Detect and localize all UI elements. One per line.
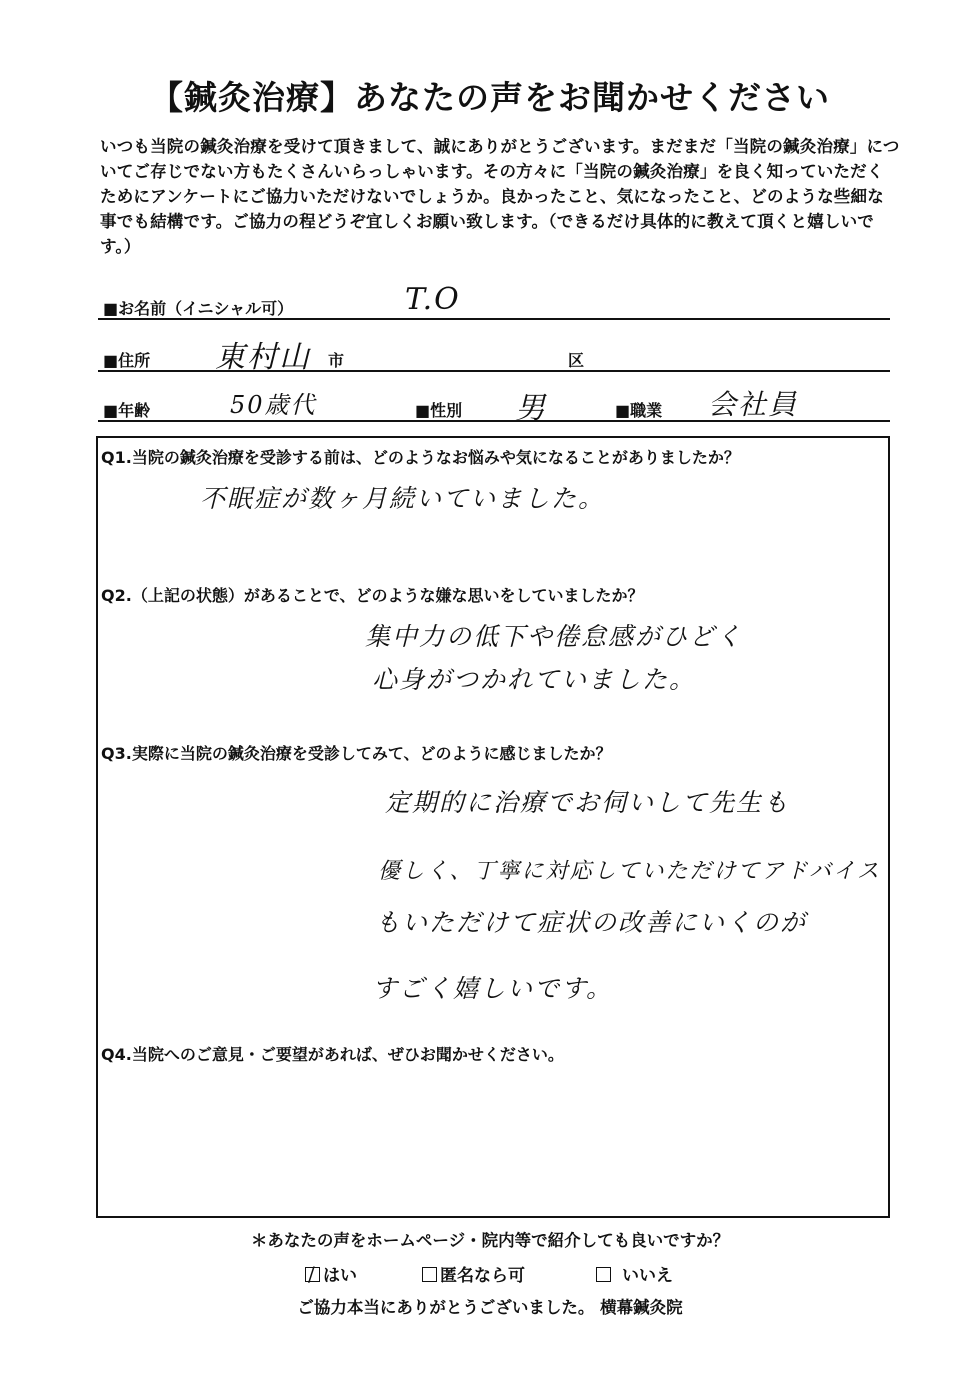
consent-option-no-label: いいえ	[622, 1266, 673, 1286]
answer-3-line-2[interactable]: 優しく、丁寧に対応していただけてアドバイス	[378, 859, 881, 884]
consent-option-yes-label: はい	[323, 1266, 357, 1286]
answer-2-line-2[interactable]: 心身がつかれていました。	[372, 665, 697, 694]
consent-option-anonymous[interactable]	[422, 1261, 525, 1286]
answer-3-line-4[interactable]: すごく嬉しいです。	[372, 974, 614, 1003]
checkbox-icon[interactable]	[596, 1267, 611, 1282]
age-row-underline	[98, 420, 890, 422]
question-2: Q2.（上記の状態）があることで、どのような嫌な思いをしていましたか？	[101, 586, 644, 605]
job-label: ■職業	[615, 401, 663, 420]
address-underline	[98, 370, 890, 372]
intro-text: いつも当院の鍼灸治療を受けて頂きまして、誠にありがとうございます。まだまだ「当院の鍼灸治療」についてご存じでない方もたくさんいらっしゃいます。その方々に「当院の鍼灸治療」を良く知っていただくためにアンケートにご協力いただけないでしょうか。良かったこと、気になったこと、どのような些細な事でも結構です。ご協力の程どうぞ宜しくお願い致します。（できるだけ具体的に教えて頂くと嬉しいです。）	[100, 137, 900, 256]
job-value[interactable]: 会社員	[708, 388, 799, 421]
gender-value[interactable]: 男	[515, 391, 547, 426]
age-value[interactable]: 50歳代	[230, 391, 317, 419]
address-label: ■住所	[103, 351, 151, 370]
answer-3-line-1[interactable]: 定期的に治療でお伺いして先生も	[385, 788, 791, 817]
age-label: ■年齢	[103, 401, 151, 420]
question-3: Q3.実際に当院の鍼灸治療を受診してみて、どのように感じましたか？	[101, 744, 612, 763]
consent-option-no[interactable]	[596, 1261, 673, 1286]
name-underline	[98, 318, 890, 320]
city-label: 市	[328, 351, 345, 370]
consent-question: ＊あなたの声をホームページ・院内等で紹介しても良いですか？	[250, 1231, 730, 1250]
checkbox-icon[interactable]	[422, 1267, 437, 1282]
ward-label: 区	[568, 351, 585, 370]
answer-1-line-1[interactable]: 不眠症が数ヶ月続いていました。	[200, 484, 606, 513]
name-label: ■お名前（イニシャル可）	[103, 299, 294, 318]
questionnaire-box	[96, 436, 890, 1218]
question-4: Q4.当院へのご意見・ご要望があれば、ぜひお聞かせください。	[101, 1045, 564, 1064]
consent-option-yes[interactable]	[305, 1261, 357, 1286]
gender-label: ■性別	[415, 401, 463, 420]
question-1: Q1.当院の鍼灸治療を受診する前は、どのようなお悩みや気になることがありましたか？	[101, 448, 740, 467]
consent-option-anonymous-label: 匿名なら可	[440, 1266, 525, 1286]
address-value[interactable]: 東村山	[215, 340, 311, 375]
answer-2-line-1[interactable]: 集中力の低下や倦怠感がひどく	[365, 622, 744, 651]
name-value[interactable]: T.O	[405, 282, 461, 317]
thanks-footer: ご協力本当にありがとうございました。 横幕鍼灸院	[297, 1298, 683, 1317]
checkbox-checked-icon[interactable]: /	[305, 1267, 320, 1282]
page-title: 【鍼灸治療】あなたの声をお聞かせください	[150, 78, 830, 117]
answer-3-line-3[interactable]: もいただけて症状の改善にいくのが	[375, 908, 808, 937]
